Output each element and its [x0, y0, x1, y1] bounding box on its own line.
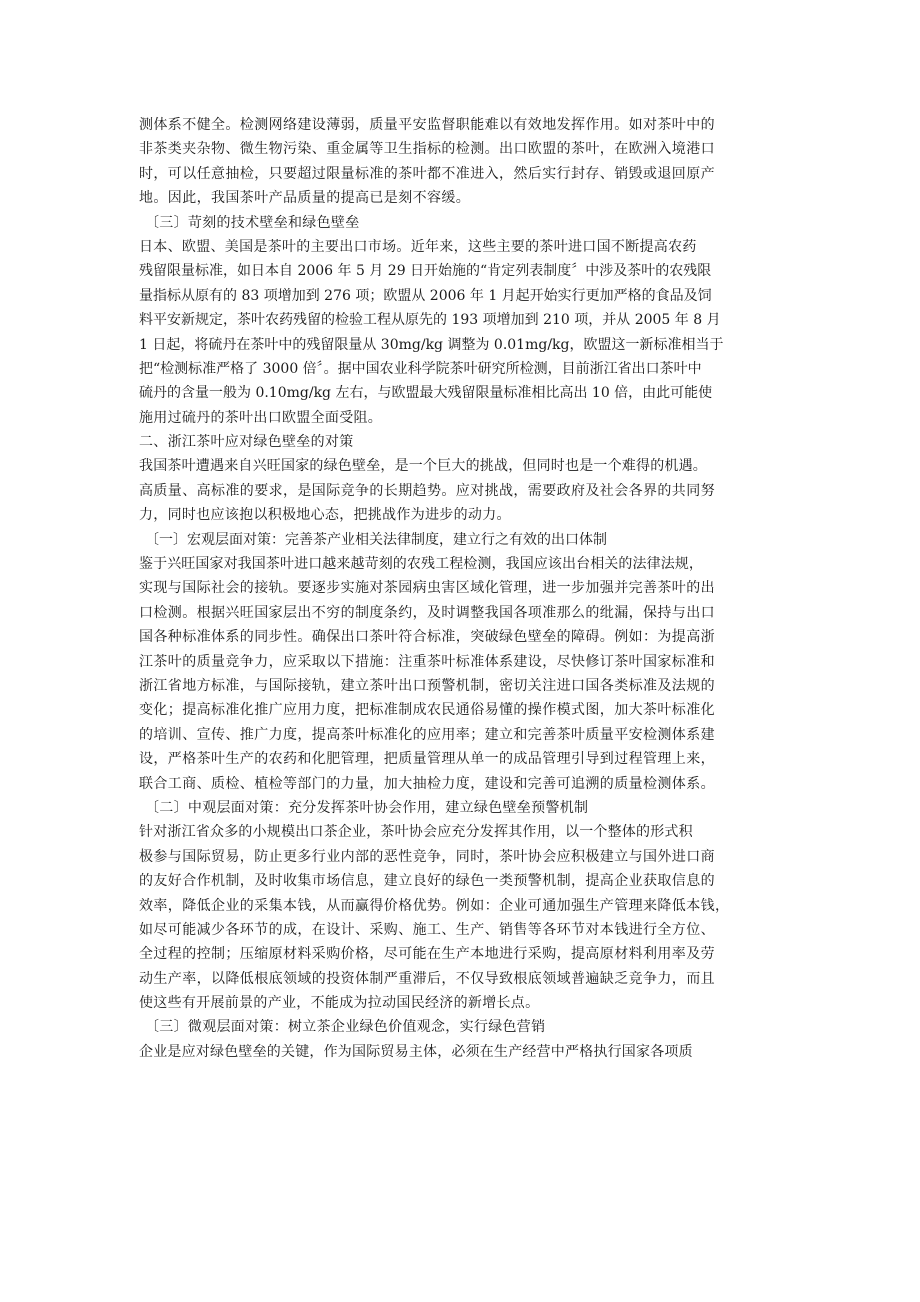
text-line: 实现与国际社会的接轨。要逐步实施对茶园病虫害区域化管理，进一步加强并完善茶叶的出: [139, 580, 715, 597]
text-line: 企业是应对绿色壁垒的关键，作为国际贸易主体，必须在生产经营中严格执行国家各项质: [139, 1043, 693, 1060]
section-heading: 二、浙江茶叶应对绿色壁垒的对策: [139, 434, 354, 451]
text-line: 高质量、高标准的要求，是国际竞争的长期趋势。应对挑战，需要政府及社会各界的共同努: [139, 482, 715, 499]
text-line: 时，可以任意抽检，只要超过限量标准的茶叶都不准进入，然后实行封存、销毁或退回原产: [139, 165, 715, 182]
text-line: 的培训、宣传、推广力度，提高茶叶标准化的应用率；建立和完善茶叶质量平安检测体系建: [139, 726, 715, 743]
text-line: 施用过硫丹的茶叶出口欧盟全面受阻。: [139, 409, 383, 426]
text-line: 残留限量标准，如日本自 2006 年 5 月 29 日开始施的“肯定列表制度〞中涉及茶叶的农残限: [139, 263, 712, 280]
text-line: 针对浙江省众多的小规模出口茶企业，茶叶协会应充分发挥其作用，以一个整体的形式积: [139, 824, 693, 841]
document-page: [139, 113, 789, 1064]
text-line: 1 日起，将硫丹在茶叶中的残留限量从 30mg/kg 调整为 0.01mg/kg，欧盟这一新标准相当于: [139, 336, 724, 353]
text-line: 设，严格茶叶生产的农药和化肥管理，把质量管理从单一的成品管理引导到过程管理上来，: [139, 751, 715, 768]
text-line: 变化；提高标准化推广应用力度，把标准制成农民通俗易懂的操作模式图，加大茶叶标准化: [139, 702, 715, 719]
text-line: 地。因此，我国茶叶产品质量的提高已是刻不容缓。: [139, 190, 471, 207]
text-line: 极参与国际贸易，防止更多行业内部的恶性竞争，同时，茶叶协会应积极建立与国外进口商: [139, 848, 715, 865]
text-line: 把“检测标准严格了 3000 倍〞。据中国农业科学院茶叶研究所检测，目前浙江省出口茶叶中: [139, 360, 702, 377]
text-line: 鉴于兴旺国家对我国茶叶进口越来越苛刻的农残工程检测，我国应该出台相关的法律法规，: [139, 556, 703, 573]
text-line: 料平安新规定，茶叶农药残留的检验工程从原先的 193 项增加到 210 项，并从 2005 年 8 月: [139, 312, 721, 329]
text-line: 联合工商、质检、植检等部门的力量，加大抽检力度，建设和完善可追溯的质量检测体系。: [139, 775, 715, 792]
text-line: 的友好合作机制，及时收集市场信息，建立良好的绿色一类预警机制，提高企业获取信息的: [139, 873, 715, 890]
text-line: 硫丹的含量一般为 0.10mg/kg 左右，与欧盟最大残留限量标准相比高出 10 倍，由此可能使: [139, 385, 713, 402]
section-heading: 〔二〕中观层面对策：充分发挥茶叶协会作用，建立绿色壁垒预警机制: [145, 799, 589, 816]
text-line: 效率，降低企业的采集本钱，从而赢得价格优势。例如：企业可通加强生产管理来降低本钱，: [139, 897, 730, 914]
text-line: 国各种标准体系的同步性。确保出口茶叶符合标准，突破绿色壁垒的障碍。例如：为提高浙: [139, 629, 715, 646]
text-line: 量指标从原有的 83 项增加到 276 项；欧盟从 2006 年 1 月起开始实行更加严格的食品及饲: [139, 287, 712, 304]
text-line: 日本、欧盟、美国是茶叶的主要出口市场。近年来，这些主要的茶叶进口国不断提高农药: [139, 238, 697, 255]
text-line: 非茶类夹杂物、微生物污染、重金属等卫生指标的检测。出口欧盟的茶叶，在欧洲入境港口: [139, 141, 715, 158]
text-line: 全过程的控制；压缩原材料采购价格，尽可能在生产本地进行采购，提高原材料利用率及劳: [139, 946, 715, 963]
section-heading: 〔一〕宏观层面对策：完善茶产业相关法律制度，建立行之有效的出口体制: [145, 531, 607, 548]
text-line: 浙江省地方标准，与国际接轨，建立茶叶出口预警机制，密切关注进口国各类标准及法规的: [139, 677, 715, 694]
text-line: 使这些有开展前景的产业，不能成为拉动国民经济的新增长点。: [139, 995, 540, 1012]
text-line: 江茶叶的质量竞争力，应采取以下措施：注重茶叶标准体系建设，尽快修订茶叶国家标准和: [139, 653, 715, 670]
section-heading: 〔三〕微观层面对策：树立茶企业绿色价值观念，实行绿色营销: [145, 1019, 546, 1036]
text-line: 我国茶叶遭遇来自兴旺国家的绿色壁垒，是一个巨大的挑战，但同时也是一个难得的机遇。: [139, 458, 707, 475]
section-heading: 〔三〕苛刻的技术壁垒和绿色壁垒: [145, 214, 360, 231]
text-line: 力，同时也应该抱以积极地心态，把挑战作为进步的动力。: [139, 507, 511, 524]
text-line: 口检测。根据兴旺国家层出不穷的制度条约，及时调整我国各项准那么的纰漏，保持与出口: [139, 604, 715, 621]
text-line: 动生产率，以降低根底领域的投资体制严重滞后，不仅导致根底领域普遍缺乏竞争力，而且: [139, 970, 715, 987]
text-line: 如尽可能减少各环节的成，在设计、采购、施工、生产、销售等各环节对本钱进行全方位、: [139, 921, 715, 938]
text-line: 测体系不健全。检测网络建设薄弱，质量平安监督职能难以有效地发挥作用。如对茶叶中的: [139, 117, 715, 133]
